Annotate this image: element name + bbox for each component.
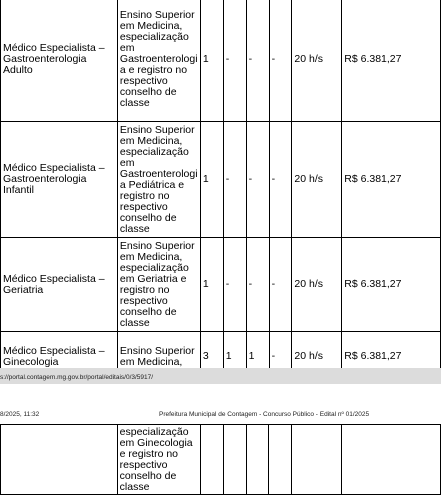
cell-line: em Medicina, — [119, 250, 183, 263]
cargo-cell — [1, 0, 118, 122]
cell-line: Gastroenterologia — [3, 53, 87, 65]
cell-line: conselho de — [119, 305, 177, 318]
table-row — [1, 122, 441, 238]
footer-url: s://portal.contagem.mg.gov.br/portal/editais/0/3/5917/ — [0, 374, 154, 381]
vagas-pcd-cell: - — [223, 238, 246, 332]
table-row — [1, 0, 441, 122]
cell-line: Ensino Superior — [119, 9, 195, 21]
carga-horaria-cell: 20 h/s — [292, 122, 342, 238]
cell-line: conselho de — [119, 211, 177, 224]
cell-line: respectivo — [119, 200, 168, 213]
cell-line: registro no — [119, 189, 170, 202]
vacancy-table-continued — [0, 424, 441, 495]
print-header-title: Prefeitura Municipal de Contagem - Concurso Público - Edital nº 01/2025 — [159, 411, 370, 418]
cell-line: Ensino Superior — [119, 344, 195, 357]
requisito-cell — [117, 0, 200, 122]
vagas-pcd-cell: 1 — [223, 332, 246, 369]
cell-line: respectivo — [119, 458, 168, 471]
vagas-cell: 1 — [200, 238, 223, 332]
cargo-cell — [1, 122, 118, 238]
cell-line: classe — [119, 480, 150, 493]
cadastro-reserva-cell: - — [269, 0, 292, 122]
table-row — [1, 238, 441, 332]
cell-line: conselho de — [119, 86, 177, 98]
table-row — [1, 425, 441, 495]
vagas-cell: 1 — [200, 0, 223, 122]
vagas-cell: 3 — [200, 332, 223, 369]
cadastro-reserva-cell: - — [269, 332, 292, 369]
cell-line: em Medicina, — [119, 20, 183, 32]
cell-line: Ensino Superior — [119, 239, 195, 252]
cell-line: a e registro no — [119, 64, 188, 76]
requisito-cell — [117, 122, 200, 238]
cell-line: conselho de — [119, 469, 177, 482]
carga-horaria-cell: 20 h/s — [292, 0, 342, 122]
empty-cell — [342, 425, 441, 495]
requisito-cell — [117, 332, 200, 369]
vagas-negros-cell: - — [246, 238, 269, 332]
cell-line: Adulto — [3, 64, 33, 76]
cell-line: em Medicina, — [119, 355, 183, 368]
cell-line: Médico Especialista – — [3, 272, 105, 285]
vagas-cell: 1 — [200, 122, 223, 238]
cell-line: especialização — [119, 425, 189, 438]
cadastro-reserva-cell: - — [269, 238, 292, 332]
requisito-cell — [117, 425, 200, 495]
cell-line: Infantil — [3, 184, 34, 196]
cell-line: em — [119, 156, 135, 169]
cargo-cell — [1, 238, 118, 332]
cell-line: Médico Especialista – — [3, 162, 105, 174]
empty-cell — [292, 425, 342, 495]
cell-line: classe — [119, 222, 150, 235]
empty-cell — [223, 425, 246, 495]
carga-horaria-cell: 20 h/s — [292, 332, 342, 369]
print-datetime: 8/2025, 11:32 — [0, 411, 40, 418]
table-row — [1, 332, 441, 369]
empty-cell — [200, 425, 223, 495]
cell-line: respectivo — [119, 75, 168, 87]
cell-line: a Pediátrica e — [119, 178, 185, 191]
document-page-2 — [0, 384, 441, 496]
cell-line: Médico Especialista – — [3, 344, 105, 357]
requisito-cell — [117, 238, 200, 332]
cell-line: em Medicina, — [119, 134, 183, 147]
cell-line: Gastroenterologi — [119, 53, 198, 65]
vencimento-cell: R$ 6.381,27 — [342, 332, 441, 369]
cell-line: Geriatria — [3, 283, 44, 296]
cell-line: classe — [119, 316, 150, 329]
cell-line: especialização — [119, 145, 189, 158]
cell-line: registro no — [119, 283, 170, 296]
vagas-pcd-cell: - — [223, 0, 246, 122]
empty-cell — [269, 425, 292, 495]
vagas-negros-cell: - — [246, 122, 269, 238]
cell-line: Gastroenterologia — [3, 173, 87, 185]
cell-line: Ensino Superior — [119, 123, 195, 136]
cell-line: especialização — [119, 31, 189, 43]
cell-line: em Geriatria e — [119, 272, 187, 285]
cell-line: classe — [119, 97, 150, 109]
cell-line: Ginecologia — [3, 355, 59, 368]
cadastro-reserva-cell: - — [269, 122, 292, 238]
cargo-cell — [1, 425, 118, 495]
vencimento-cell: R$ 6.381,27 — [342, 122, 441, 238]
cell-line: em Ginecologia — [119, 436, 193, 449]
cell-line: Gastroenterologi — [119, 167, 198, 180]
cell-line: em — [119, 42, 135, 54]
cell-line: e registro no — [119, 447, 179, 460]
cell-line: Médico Especialista – — [3, 42, 105, 54]
cargo-cell — [1, 332, 118, 369]
vagas-negros-cell: 1 — [246, 332, 269, 369]
empty-cell — [246, 425, 269, 495]
cell-line: especialização — [119, 261, 189, 274]
vencimento-cell: R$ 6.381,27 — [342, 0, 441, 122]
cell-line: respectivo — [119, 294, 168, 307]
vagas-pcd-cell: - — [223, 122, 246, 238]
vagas-negros-cell: - — [246, 0, 269, 122]
vencimento-cell: R$ 6.381,27 — [342, 238, 441, 332]
carga-horaria-cell: 20 h/s — [292, 238, 342, 332]
